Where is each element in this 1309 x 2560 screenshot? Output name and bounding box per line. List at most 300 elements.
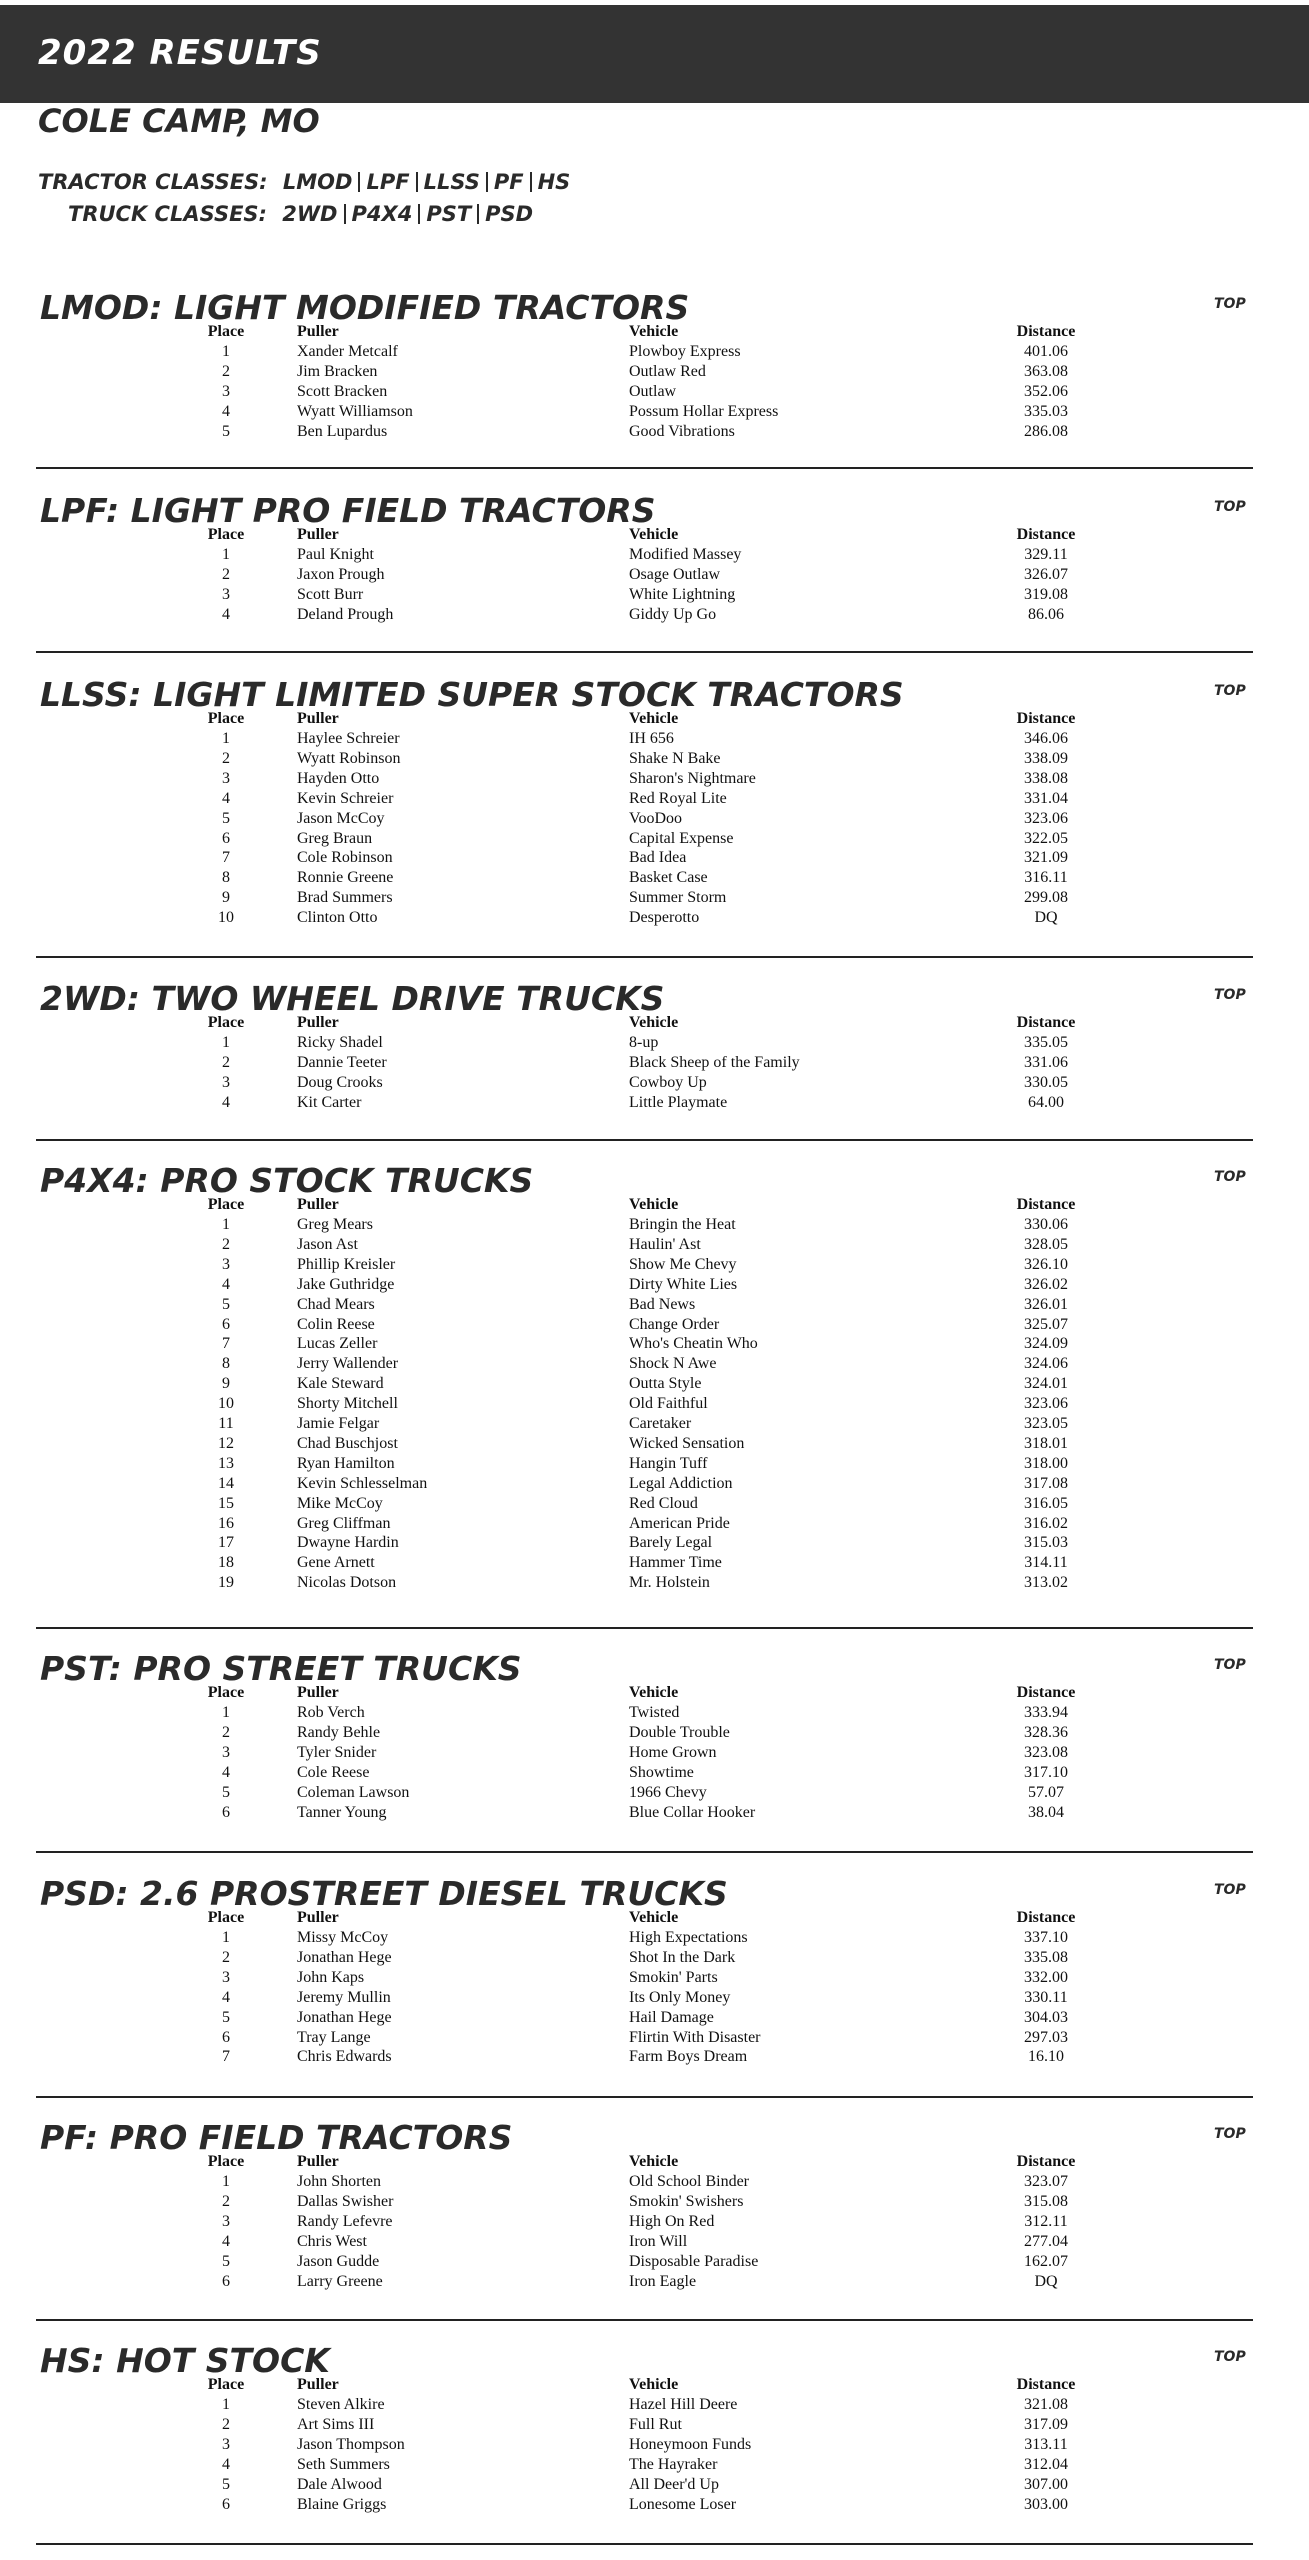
table-row [0,382,1309,402]
table-row [0,1073,1309,1093]
distance-cell: 299.08 [1024,889,1068,907]
col-vehicle-header: Vehicle [629,2153,679,2170]
puller-cell: Jim Bracken [297,362,378,380]
place-cell: 6 [222,2028,230,2046]
table-row [0,1334,1309,1354]
vehicle-cell: Caretaker [629,1415,692,1432]
puller-cell: Jerry Wallender [297,1355,399,1373]
section-divider [36,2319,1253,2321]
vehicle-cell: Little Playmate [629,1093,728,1111]
puller-cell: Jaxon Prough [297,565,385,583]
distance-cell: 317.10 [1024,1763,1068,1781]
col-vehicle-header: Vehicle [629,1684,679,1701]
table-row [0,1783,1309,1803]
table-row [0,1053,1309,1073]
col-distance-header: Distance [1016,1014,1076,1031]
puller-cell: Scott Bracken [297,382,388,400]
place-cell: 11 [218,1415,234,1432]
vehicle-cell: Full Rut [629,2415,682,2433]
section-divider [36,651,1253,653]
distance-cell: 333.94 [1024,1704,1068,1721]
place-cell: 1 [222,546,230,563]
place-cell: 4 [222,1093,230,1111]
col-place-header: Place [207,526,245,543]
place-cell: 6 [222,1803,230,1821]
distance-cell: DQ [1034,909,1058,927]
place-cell: 1 [222,2396,230,2413]
place-cell: 5 [222,1295,230,1313]
puller-cell: Dale Alwood [297,2475,382,2493]
table-row [0,848,1309,868]
col-distance-header: Distance [1016,1909,1076,1926]
distance-cell: 318.01 [1024,1434,1068,1452]
vehicle-cell: Red Cloud [629,1494,698,1512]
vehicle-cell: 1966 Chevy [629,1783,707,1801]
col-place-header: Place [207,1909,245,1926]
section-title: PSD: 2.6 PROSTREET DIESEL TRUCKS [40,1874,728,1913]
table-row [0,1553,1309,1573]
nav-separator [344,204,346,224]
puller-cell: Jason Thompson [297,2435,405,2453]
col-distance-header: Distance [1016,526,1076,543]
puller-cell: Paul Knight [297,546,374,563]
puller-cell: Ryan Hamilton [297,1454,395,1472]
place-cell: 8 [222,1355,230,1373]
table-header [0,1908,1309,1928]
col-puller-header: Puller [297,1684,339,1701]
place-cell: 1 [222,343,230,360]
distance-cell: 335.08 [1024,1948,1068,1966]
top-link[interactable]: TOP [1214,987,1246,1003]
distance-cell: 326.10 [1024,1255,1068,1273]
vehicle-cell: Hazel Hill Deere [629,2396,738,2413]
vehicle-cell: Honeymoon Funds [629,2435,752,2453]
puller-cell: Ronnie Greene [297,869,394,887]
puller-cell: Dallas Swisher [297,2192,394,2210]
place-cell: 3 [222,382,230,400]
table-row [0,1255,1309,1275]
vehicle-cell: Smokin' Swishers [629,2192,744,2210]
puller-cell: Greg Braun [297,829,373,847]
nav-separator [416,172,418,192]
vehicle-cell: Iron Will [629,2232,688,2250]
table-row [0,1703,1309,1723]
vehicle-cell: Change Order [629,1315,720,1333]
vehicle-cell: White Lightning [629,585,736,603]
distance-cell: 330.05 [1024,1073,1068,1091]
distance-cell: 316.05 [1024,1494,1068,1512]
table-row [0,1394,1309,1414]
distance-cell: 316.11 [1024,869,1068,887]
distance-cell: 316.02 [1024,1514,1068,1532]
table-row [0,545,1309,565]
top-link[interactable]: TOP [1214,1169,1246,1185]
top-link[interactable]: TOP [1214,296,1246,312]
table-row [0,1514,1309,1534]
place-cell: 3 [222,585,230,603]
top-link[interactable]: TOP [1214,499,1246,515]
table-row [0,2495,1309,2515]
puller-cell: Jeremy Mullin [297,1988,391,2006]
distance-cell: 338.09 [1024,749,1068,767]
place-cell: 12 [218,1434,234,1452]
top-link[interactable]: TOP [1214,2126,1246,2142]
vehicle-cell: Cowboy Up [629,1073,707,1091]
vehicle-cell: Osage Outlaw [629,565,721,583]
table-row [0,749,1309,769]
puller-cell: Greg Cliffman [297,1514,391,1532]
puller-cell: Tray Lange [297,2028,371,2046]
table-row [0,2008,1309,2028]
place-cell: 8 [222,869,230,887]
table-row [0,402,1309,422]
puller-cell: Dannie Teeter [297,1053,387,1071]
col-vehicle-header: Vehicle [629,1909,679,1926]
top-link[interactable]: TOP [1214,1657,1246,1673]
distance-cell: 315.03 [1024,1534,1068,1552]
distance-cell: 323.06 [1024,809,1068,827]
place-cell: 4 [222,789,230,807]
place-cell: 5 [222,809,230,827]
distance-cell: 326.01 [1024,1295,1068,1313]
distance-cell: 335.03 [1024,402,1068,420]
col-distance-header: Distance [1016,2153,1076,2170]
table-row [0,1533,1309,1553]
place-cell: 6 [222,829,230,847]
place-cell: 14 [218,1474,234,1492]
distance-cell: 313.02 [1024,1574,1068,1592]
section-divider [36,956,1253,958]
class-link-lmod[interactable]: LMOD [282,170,353,194]
place-cell: 13 [218,1454,234,1472]
col-vehicle-header: Vehicle [629,1014,679,1031]
puller-cell: Jake Guthridge [297,1275,395,1293]
distance-cell: 303.00 [1024,2495,1068,2513]
truck-classes-label: TRUCK CLASSES: [68,202,267,226]
distance-cell: 326.02 [1024,1275,1068,1293]
vehicle-cell: Desperotto [629,909,700,927]
table-row [0,2028,1309,2048]
distance-cell: 277.04 [1024,2232,1068,2250]
vehicle-cell: Its Only Money [629,1988,731,2006]
col-place-header: Place [207,1684,245,1701]
table-row [0,2455,1309,2475]
puller-cell: Haylee Schreier [297,730,400,747]
place-cell: 2 [222,1948,230,1966]
place-cell: 19 [218,1574,234,1592]
puller-cell: Randy Behle [297,1723,381,1741]
vehicle-cell: Outta Style [629,1375,702,1393]
table-row [0,1374,1309,1394]
puller-cell: Gene Arnett [297,1554,375,1572]
puller-cell: Hayden Otto [297,769,380,787]
puller-cell: Colin Reese [297,1315,375,1333]
table-row [0,2172,1309,2192]
section-title: PST: PRO STREET TRUCKS [40,1649,522,1688]
place-cell: 10 [218,909,234,927]
top-link[interactable]: TOP [1214,1882,1246,1898]
puller-cell: Ben Lupardus [297,422,388,440]
place-cell: 1 [222,2173,230,2190]
table-row [0,1474,1309,1494]
vehicle-cell: Mr. Holstein [629,1574,710,1592]
distance-cell: 286.08 [1024,422,1068,440]
section-title: P4X4: PRO STOCK TRUCKS [40,1161,534,1200]
puller-cell: Chris West [297,2232,367,2250]
table-row [0,585,1309,605]
table-row [0,1494,1309,1514]
class-link-p4x4[interactable]: P4X4 [351,202,413,226]
distance-cell: 321.09 [1024,849,1068,867]
place-cell: 4 [222,2455,230,2473]
distance-cell: 325.07 [1024,1315,1068,1333]
table-row [0,1928,1309,1948]
col-distance-header: Distance [1016,2376,1076,2393]
table-row [0,809,1309,829]
top-link[interactable]: TOP [1214,683,1246,699]
table-header [0,1683,1309,1703]
vehicle-cell: Hammer Time [629,1554,722,1572]
place-cell: 1 [222,1216,230,1233]
col-distance-header: Distance [1016,323,1076,340]
table-row [0,1723,1309,1743]
distance-cell: 162.07 [1024,2252,1068,2270]
class-link-pst[interactable]: PST [426,202,472,226]
puller-cell: John Shorten [297,2173,381,2190]
section-title: LLSS: LIGHT LIMITED SUPER STOCK TRACTORS [40,675,904,714]
table-row [0,362,1309,382]
table-header [0,2375,1309,2395]
distance-cell: 323.05 [1024,1415,1068,1432]
vehicle-cell: Dirty White Lies [629,1275,738,1293]
place-cell: 5 [222,1783,230,1801]
puller-cell: Kale Steward [297,1375,384,1393]
table-row [0,342,1309,362]
puller-cell: Rob Verch [297,1704,365,1721]
col-vehicle-header: Vehicle [629,710,679,727]
table-row [0,2212,1309,2232]
place-cell: 5 [222,2475,230,2493]
puller-cell: Steven Alkire [297,2396,385,2413]
tractor-classes-label: TRACTOR CLASSES: [38,170,268,194]
puller-cell: Jamie Felgar [297,1415,380,1432]
puller-cell: John Kaps [297,1968,365,1986]
section-divider [36,467,1253,469]
vehicle-cell: Giddy Up Go [629,605,717,623]
table-header [0,1195,1309,1215]
table-row [0,888,1309,908]
vehicle-cell: Sharon's Nightmare [629,769,756,787]
vehicle-cell: Wicked Sensation [629,1434,745,1452]
table-header [0,709,1309,729]
vehicle-cell: Hail Damage [629,2008,714,2026]
distance-cell: 328.36 [1024,1723,1068,1741]
puller-cell: Doug Crooks [297,1073,383,1091]
puller-cell: Jonathan Hege [297,1948,392,1966]
table-row [0,1275,1309,1295]
distance-cell: 38.04 [1028,1803,1064,1821]
puller-cell: Xander Metcalf [297,343,398,360]
vehicle-cell: Legal Addiction [629,1474,733,1492]
vehicle-cell: Bad News [629,1295,696,1313]
vehicle-cell: Smokin' Parts [629,1968,718,1986]
distance-cell: 57.07 [1028,1783,1064,1801]
table-row [0,2272,1309,2292]
place-cell: 2 [222,565,230,583]
table-row [0,1295,1309,1315]
col-puller-header: Puller [297,1014,339,1031]
vehicle-cell: Hangin Tuff [629,1454,708,1472]
distance-cell: 314.11 [1024,1554,1068,1572]
distance-cell: 328.05 [1024,1235,1068,1253]
class-link-2wd[interactable]: 2WD [282,202,338,226]
table-row [0,868,1309,888]
place-cell: 3 [222,1255,230,1273]
section-divider [36,2096,1253,2098]
puller-cell: Jason Ast [297,1235,358,1253]
table-row [0,1033,1309,1053]
distance-cell: DQ [1034,2272,1058,2290]
vehicle-cell: Modified Massey [629,546,742,563]
distance-cell: 329.11 [1024,546,1068,563]
table-row [0,1215,1309,1235]
col-puller-header: Puller [297,323,339,340]
place-cell: 10 [218,1395,234,1413]
col-place-header: Place [207,2376,245,2393]
table-row [0,1968,1309,1988]
distance-cell: 315.08 [1024,2192,1068,2210]
distance-cell: 64.00 [1028,1093,1064,1111]
distance-cell: 324.09 [1024,1335,1068,1353]
puller-cell: Deland Prough [297,605,394,623]
place-cell: 5 [222,2008,230,2026]
puller-cell: Brad Summers [297,889,393,907]
class-link-lpf[interactable]: LPF [366,170,410,194]
table-row [0,2395,1309,2415]
vehicle-cell: Haulin' Ast [629,1235,701,1253]
vehicle-cell: Red Royal Lite [629,789,727,807]
vehicle-cell: Twisted [629,1704,680,1721]
place-cell: 5 [222,422,230,440]
vehicle-cell: Possum Hollar Express [629,402,779,420]
puller-cell: Cole Reese [297,1763,370,1781]
col-place-header: Place [207,1196,245,1213]
nav-separator [418,204,420,224]
vehicle-cell: Flirtin With Disaster [629,2028,761,2046]
distance-cell: 332.00 [1024,1968,1068,1986]
class-link-psd[interactable]: PSD [485,202,534,226]
location-heading: COLE CAMP, MO [38,102,320,140]
nav-separator [358,172,360,192]
col-distance-header: Distance [1016,1196,1076,1213]
col-vehicle-header: Vehicle [629,2376,679,2393]
table-header [0,1013,1309,1033]
place-cell: 3 [222,2435,230,2453]
vehicle-cell: Home Grown [629,1743,717,1761]
distance-cell: 346.06 [1024,730,1068,747]
place-cell: 3 [222,769,230,787]
col-puller-header: Puller [297,1909,339,1926]
section-title: 2WD: TWO WHEEL DRIVE TRUCKS [40,979,665,1018]
table-row [0,1948,1309,1968]
puller-cell: Greg Mears [297,1216,373,1233]
class-link-pf[interactable]: PF [493,170,524,194]
table-row [0,1414,1309,1434]
top-link[interactable]: TOP [1214,2349,1246,2365]
section-divider [36,1627,1253,1629]
distance-cell: 337.10 [1024,1929,1068,1946]
vehicle-cell: Capital Expense [629,829,734,847]
table-row [0,908,1309,928]
puller-cell: Clinton Otto [297,909,378,927]
puller-cell: Coleman Lawson [297,1783,410,1801]
puller-cell: Chris Edwards [297,2048,392,2066]
vehicle-cell: Bringin the Heat [629,1216,736,1233]
table-row [0,1803,1309,1823]
vehicle-cell: The Hayraker [629,2455,718,2473]
table-row [0,2047,1309,2067]
vehicle-cell: American Pride [629,1514,730,1532]
class-link-hs[interactable]: HS [537,170,571,194]
place-cell: 4 [222,1763,230,1781]
distance-cell: 322.05 [1024,829,1068,847]
table-row [0,1454,1309,1474]
col-distance-header: Distance [1016,1684,1076,1701]
distance-cell: 330.11 [1024,1988,1068,2006]
vehicle-cell: Barely Legal [629,1534,713,1552]
class-link-llss[interactable]: LLSS [423,170,480,194]
distance-cell: 317.09 [1024,2415,1068,2433]
col-puller-header: Puller [297,2376,339,2393]
table-row [0,2252,1309,2272]
col-place-header: Place [207,710,245,727]
distance-cell: 321.08 [1024,2396,1068,2413]
table-row [0,605,1309,625]
distance-cell: 324.06 [1024,1355,1068,1373]
place-cell: 2 [222,1723,230,1741]
distance-cell: 330.06 [1024,1216,1068,1233]
puller-cell: Kevin Schreier [297,789,394,807]
place-cell: 4 [222,605,230,623]
puller-cell: Chad Buschjost [297,1434,398,1452]
vehicle-cell: IH 656 [629,730,674,747]
vehicle-cell: Shake N Bake [629,749,721,767]
distance-cell: 363.08 [1024,362,1068,380]
col-vehicle-header: Vehicle [629,323,679,340]
distance-cell: 313.11 [1024,2435,1068,2453]
table-row [0,2415,1309,2435]
place-cell: 3 [222,1968,230,1986]
vehicle-cell: Lonesome Loser [629,2495,737,2513]
col-place-header: Place [207,2153,245,2170]
place-cell: 3 [222,1073,230,1091]
table-row [0,422,1309,442]
place-cell: 3 [222,1743,230,1761]
vehicle-cell: High Expectations [629,1929,748,1946]
puller-cell: Larry Greene [297,2272,383,2290]
puller-cell: Dwayne Hardin [297,1534,399,1552]
puller-cell: Jason McCoy [297,809,385,827]
table-row [0,2475,1309,2495]
vehicle-cell: Showtime [629,1763,694,1781]
vehicle-cell: Bad Idea [629,849,687,867]
place-cell: 2 [222,1053,230,1071]
vehicle-cell: Plowboy Express [629,343,741,360]
puller-cell: Tyler Snider [297,1743,377,1761]
vehicle-cell: 8-up [629,1034,659,1051]
nav-separator [477,204,479,224]
place-cell: 2 [222,1235,230,1253]
